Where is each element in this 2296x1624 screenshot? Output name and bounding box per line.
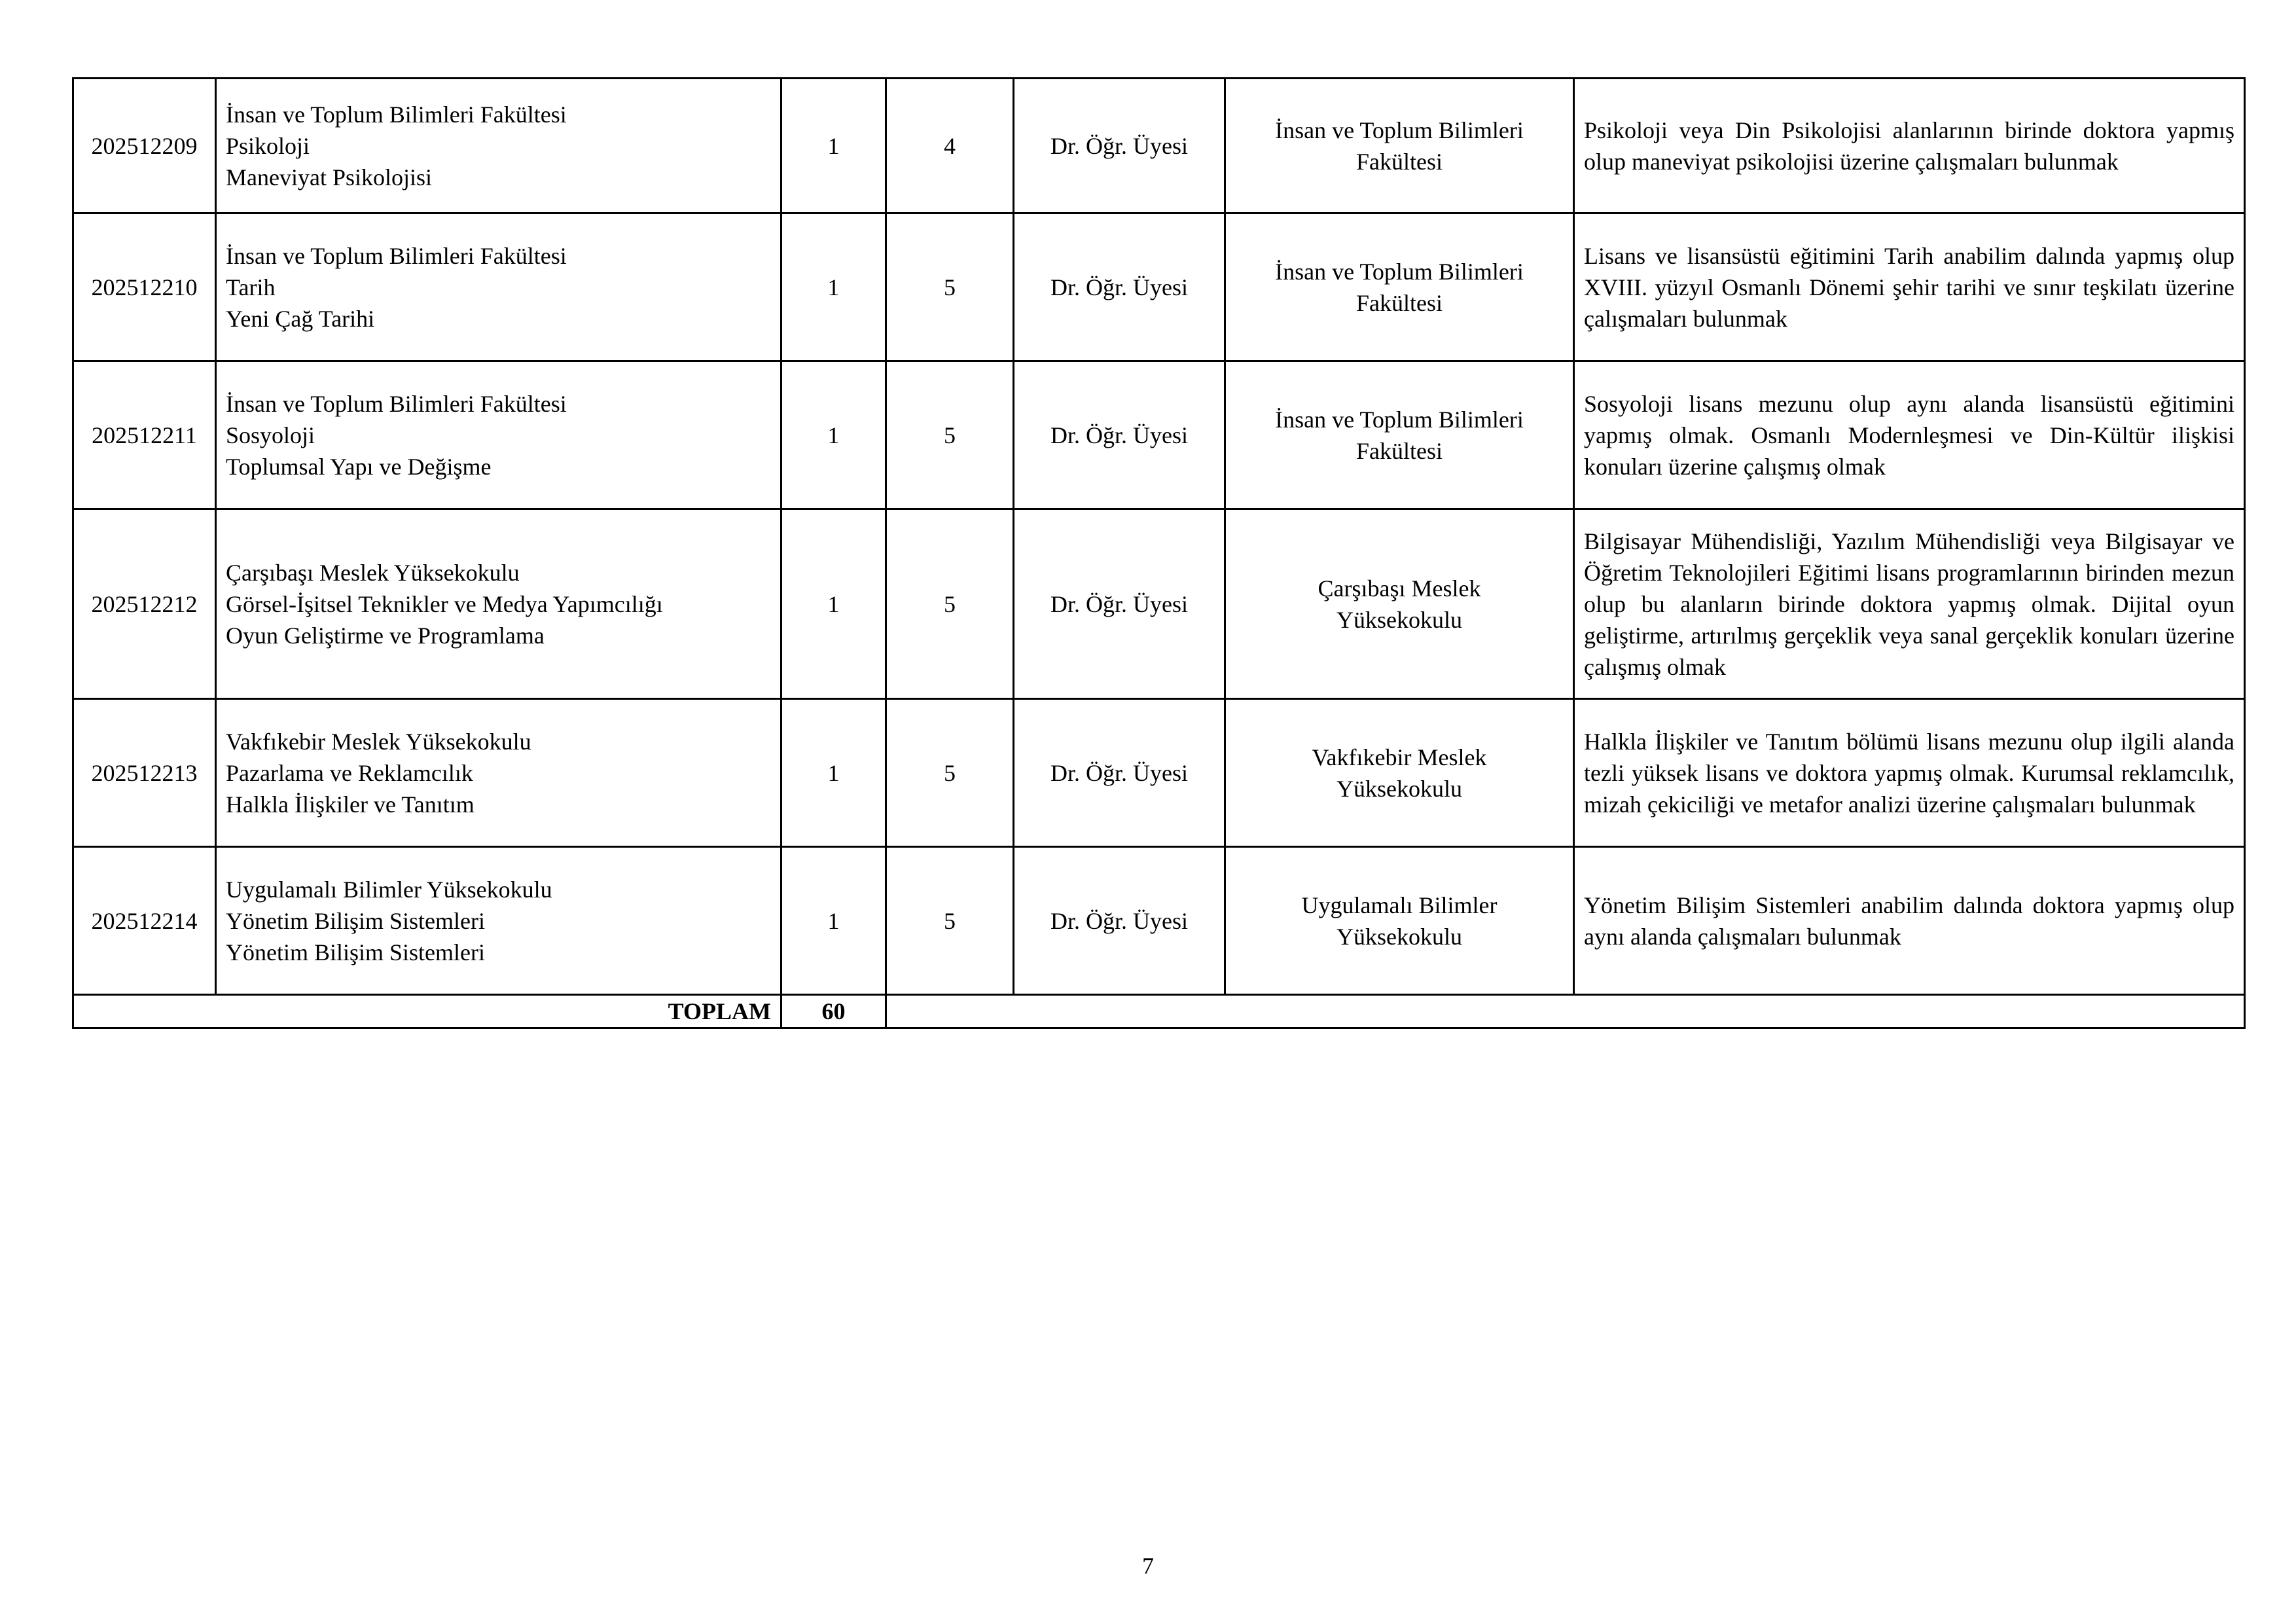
department-name: Tarih [226,274,276,300]
table-row [73,699,2245,847]
requirement-text: Lisans ve lisansüstü eğitimini Tarih anabilim dalında yapmış olup XVIII. yüzyıl Osmanlı Dönemi şehir tarihi ve sınır teşkilatı üzerine çalışmaları bulunmak [1574,213,2245,361]
position-code: 202512209 [73,79,216,213]
position-title: Dr. Öğr. Üyesi [1014,847,1225,995]
unit-cell [216,79,781,213]
position-title: Dr. Öğr. Üyesi [1014,509,1225,699]
position-degree: 5 [886,361,1014,509]
document-page [72,77,2244,1029]
requirement-text: Sosyoloji lisans mezunu olup aynı alanda lisansüstü eğitimini yapmış olmak. Osmanlı Modernleşmesi ve Din-Kültür ilişkisi konuları üzerine çalışmış olmak [1574,361,2245,509]
workplace-line: Yüksekokulu [1336,606,1462,633]
position-code: 202512210 [73,213,216,361]
unit-cell [216,847,781,995]
workplace-line: İnsan ve Toplum Bilimleri [1275,258,1524,285]
department-name: Görsel-İşitsel Teknikler ve Medya Yapımcılığı [226,590,663,617]
workplace-line: Yüksekokulu [1336,923,1462,950]
workplace-line: Yüksekokulu [1336,775,1462,802]
faculty-name: İnsan ve Toplum Bilimleri Fakültesi [226,390,567,417]
table-row [73,79,2245,213]
workplace-line: Fakültesi [1356,289,1443,316]
position-code: 202512211 [73,361,216,509]
workplace-cell [1225,509,1574,699]
position-count: 1 [781,79,886,213]
workplace-line: Vakfıkebir Meslek [1312,744,1487,770]
department-name: Yönetim Bilişim Sistemleri [226,907,485,934]
faculty-name: Uygulamalı Bilimler Yüksekokulu [226,876,552,903]
position-title: Dr. Öğr. Üyesi [1014,79,1225,213]
table-row [73,361,2245,509]
position-count: 1 [781,847,886,995]
position-title: Dr. Öğr. Üyesi [1014,361,1225,509]
unit-cell [216,699,781,847]
requirement-text: Psikoloji veya Din Psikolojisi alanlarının birinde doktora yapmış olup maneviyat psikolojisi üzerine çalışmaları bulunmak [1574,79,2245,213]
workplace-line: İnsan ve Toplum Bilimleri [1275,406,1524,433]
workplace-cell [1225,79,1574,213]
faculty-name: İnsan ve Toplum Bilimleri Fakültesi [226,101,567,128]
total-label: TOPLAM [73,995,781,1028]
position-count: 1 [781,509,886,699]
faculty-name: Çarşıbaşı Meslek Yüksekokulu [226,559,520,586]
position-title: Dr. Öğr. Üyesi [1014,699,1225,847]
workplace-line: Fakültesi [1356,148,1443,175]
position-code: 202512214 [73,847,216,995]
department-name: Psikoloji [226,132,310,159]
department-name: Sosyoloji [226,422,315,448]
workplace-cell [1225,213,1574,361]
unit-cell [216,361,781,509]
requirement-text: Halkla İlişkiler ve Tanıtım bölümü lisans mezunu olup ilgili alanda tezli yüksek lisans ve doktora yapmış olmak. Kurumsal reklamcılık, mizah çekiciliği ve metafor analizi üzerine çalışmaları bulunmak [1574,699,2245,847]
faculty-name: İnsan ve Toplum Bilimleri Fakültesi [226,242,567,269]
division-name: Yönetim Bilişim Sistemleri [226,939,485,965]
table-row [73,847,2245,995]
total-value: 60 [781,995,886,1028]
table-row [73,213,2245,361]
total-row [73,995,2245,1028]
requirement-text: Yönetim Bilişim Sistemleri anabilim dalında doktora yapmış olup aynı alanda çalışmaları bulunmak [1574,847,2245,995]
faculty-name: Vakfıkebir Meslek Yüksekokulu [226,728,531,755]
division-name: Halkla İlişkiler ve Tanıtım [226,791,475,818]
position-count: 1 [781,213,886,361]
division-name: Oyun Geliştirme ve Programlama [226,622,545,649]
position-degree: 5 [886,847,1014,995]
position-degree: 5 [886,509,1014,699]
position-degree: 5 [886,699,1014,847]
unit-cell [216,213,781,361]
position-degree: 5 [886,213,1014,361]
total-empty-cell [886,995,2245,1028]
academic-positions-table [72,77,2246,1029]
workplace-line: Çarşıbaşı Meslek [1318,575,1481,602]
unit-cell [216,509,781,699]
position-title: Dr. Öğr. Üyesi [1014,213,1225,361]
division-name: Yeni Çağ Tarihi [226,305,375,332]
position-code: 202512212 [73,509,216,699]
page-number: 7 [1142,1553,1154,1579]
workplace-cell [1225,699,1574,847]
division-name: Maneviyat Psikolojisi [226,164,432,190]
workplace-line: İnsan ve Toplum Bilimleri [1275,117,1524,143]
workplace-line: Uygulamalı Bilimler [1301,892,1498,918]
position-count: 1 [781,361,886,509]
division-name: Toplumsal Yapı ve Değişme [226,453,492,480]
workplace-cell [1225,847,1574,995]
position-code: 202512213 [73,699,216,847]
department-name: Pazarlama ve Reklamcılık [226,759,473,786]
table-row [73,509,2245,699]
position-degree: 4 [886,79,1014,213]
requirement-text: Bilgisayar Mühendisliği, Yazılım Mühendisliği veya Bilgisayar ve Öğretim Teknolojileri Eğitimi lisans programlarının birinden mezun olup bu alanların birinde doktora yapmış olmak. Dijital oyun geliştirme, artırılmış gerçeklik veya sanal gerçeklik konuları üzerine çalışmış olmak [1574,509,2245,699]
workplace-cell [1225,361,1574,509]
workplace-line: Fakültesi [1356,437,1443,464]
position-count: 1 [781,699,886,847]
